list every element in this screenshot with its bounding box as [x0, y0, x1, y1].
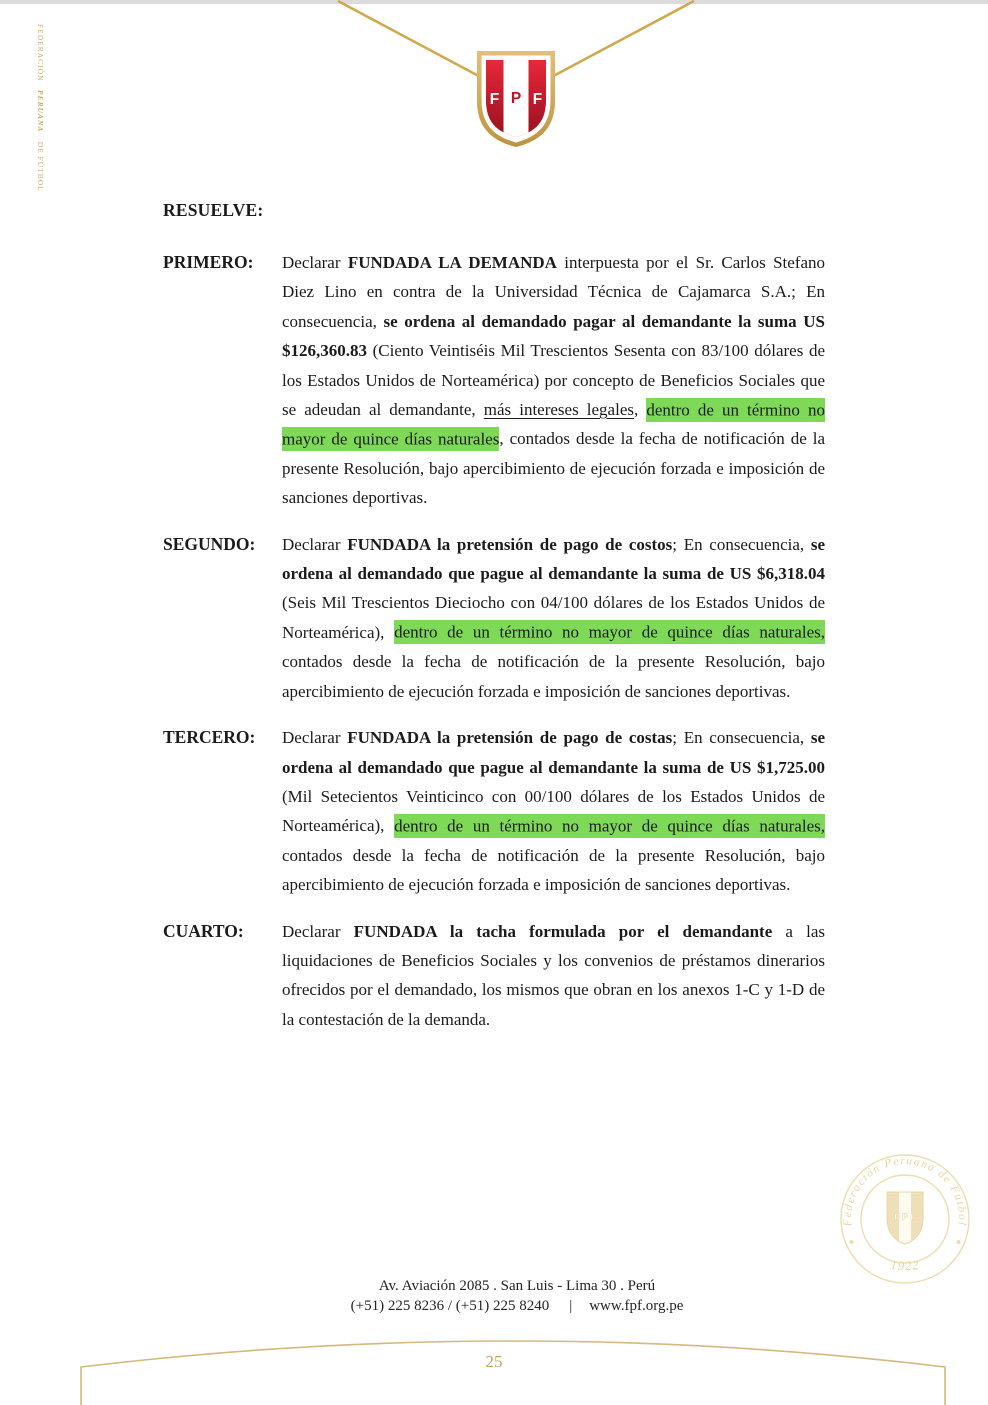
text-segment-normal: contados desde la fecha de notificación de la presente Resolución, bajo apercibimiento de ejecución forzada e imposición de sanciones deportivas. [282, 652, 825, 701]
resolution-body [163, 200, 825, 1051]
text-segment-normal: Declarar [282, 921, 354, 941]
fpf-watermark-seal [833, 1146, 978, 1291]
section-label: CUARTO: [163, 920, 244, 941]
side-vertical-brand-text [36, 24, 45, 192]
text-segment-normal: contados desde la fecha de notificación de la presente Resolución, bajo apercibimiento de ejecución forzada e imposición de sanciones deportivas. [282, 845, 825, 895]
footer-website: www.fpf.org.pe [589, 1298, 684, 1314]
text-segment-underline: más intereses legales [483, 400, 634, 420]
footer [0, 1278, 988, 1315]
text-segment-normal: , [633, 400, 647, 420]
text-segment-bold: FUNDADA la pretensión de pago de costas [347, 728, 673, 748]
text-segment-bold: se ordena al demandado que pague al demandante la suma de US $1,725.00 [282, 728, 825, 777]
text-segment-normal: Declarar [282, 534, 348, 554]
section-paragraph [282, 248, 825, 513]
footer-separator: | [569, 1298, 573, 1314]
resolution-sections [163, 248, 825, 1034]
resolve-heading: RESUELVE: [163, 200, 264, 220]
side-text-federacion: FEDERACIÓN [36, 24, 45, 82]
side-text-de-futbol: DE FÚTBOL [36, 141, 45, 192]
text-segment-bold: FUNDADA LA DEMANDA [347, 253, 557, 272]
section-label: PRIMERO: [163, 252, 254, 272]
text-segment-normal: Declarar [282, 728, 348, 748]
text-segment-bold: FUNDADA la pretensión de pago de costos [347, 534, 673, 554]
header-decoration [0, 0, 988, 170]
text-segment-normal: , contados desde la fecha de notificación de la presente Resolución, bajo apercibimiento de ejecución forzada e imposición de sanciones deportivas. [282, 429, 825, 508]
text-segment-normal: ; En consecuencia, [672, 534, 811, 554]
section-paragraph [282, 530, 825, 706]
footer-address: Av. Aviación 2085 . San Luis - Lima 30 . Perú [378, 1278, 656, 1294]
text-segment-normal: (Mil Setecientos Veinticinco con 00/100 dólares de los Estados Unidos de Norteamérica), [282, 786, 825, 836]
seal-right-dot [957, 1240, 961, 1244]
seal-shield [887, 1192, 923, 1244]
footer-contact-row [46, 1298, 988, 1315]
section-paragraph [282, 723, 825, 899]
bottom-gold-arc [81, 1341, 945, 1405]
text-segment-highlight: dentro de un término no mayor de quince días naturales, [394, 620, 825, 644]
logo-letter-p: P [510, 90, 522, 107]
footer-phones: (+51) 225 8236 / (+51) 225 8240 [350, 1298, 550, 1314]
text-segment-normal: Declarar [282, 253, 348, 272]
seal-ring-text: Federación Peruana de Fútbol [841, 1155, 969, 1228]
text-segment-bold: se ordena al demandado que pague al demandante la suma de US $6,318.04 [282, 534, 825, 584]
side-text-peruana: PERUANA [36, 90, 45, 133]
section-paragraph [282, 917, 825, 1035]
seal-year: 1922 [889, 1256, 921, 1274]
fpf-shield-logo [477, 51, 555, 147]
section-label: TERCERO: [163, 727, 256, 748]
logo-letter-f2: F [532, 91, 543, 108]
text-segment-normal: ; En consecuencia, [672, 728, 811, 748]
text-segment-normal: a las liquidaciones de Beneficios Sociales y los convenios de préstamos dinerarios ofrecidos por el demandado, los mismos que obran en los anexos 1-C y 1-D de la contestación de la demanda. [282, 921, 825, 1029]
text-segment-bold: se ordena al demandado pagar al demandante la suma US $126,360.83 [282, 311, 825, 361]
text-segment-normal: interpuesta por el Sr. Carlos Stefano Diez Lino en contra de la Universidad Técnica de Cajamarca S.A.; En consecuencia, [282, 253, 825, 331]
text-segment-highlight: dentro de un término no mayor de quince días naturales [282, 398, 825, 451]
resolution-section [163, 917, 825, 1035]
text-segment-highlight: dentro de un término no mayor de quince días naturales, [394, 814, 825, 838]
text-segment-bold: FUNDADA la tacha formulada por el demandante [353, 921, 773, 941]
page-number: 25 [485, 1352, 503, 1371]
section-label: SEGUNDO: [163, 533, 256, 554]
resolution-section [163, 723, 825, 899]
resolution-section [163, 248, 825, 513]
logo-letter-f1: F [489, 91, 500, 108]
text-segment-normal: (Seis Mil Trescientos Dieciocho con 04/100 dólares de los Estados Unidos de Norteamérica), [282, 593, 825, 642]
seal-left-dot [850, 1240, 854, 1244]
footer-decoration [0, 1319, 988, 1405]
resolution-section [163, 530, 825, 706]
seal-shield-letters: F P F [894, 1212, 916, 1222]
text-segment-normal: (Ciento Veintiséis Mil Trescientos Sesenta con 83/100 dólares de los Estados Unidos de Norteamérica) por concepto de Beneficios Sociales que se adeudan al demandante, [282, 341, 825, 420]
